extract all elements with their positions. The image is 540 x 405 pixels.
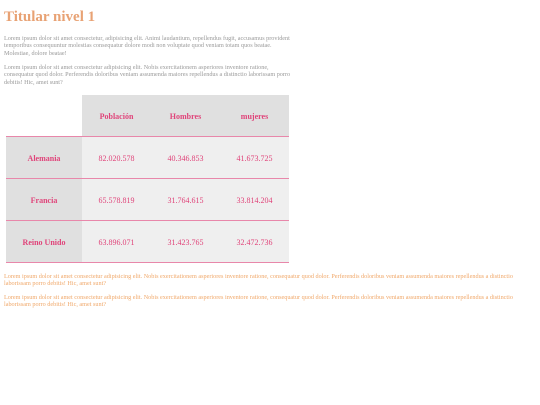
table-cell: 40.346.853 — [151, 137, 220, 179]
intro-paragraph-1: Lorem ipsum dolor sit amet consectetur, adipisicing elit. Animi laudantium, repellendus fugit, accusamus provident temporibus consequuntur molestias consequatur dolore modi non voluptate quod veniam totam quos beatae. Molestiae, dolore beatae! — [4, 35, 290, 57]
table-cell: 31.764.615 — [151, 179, 220, 221]
body-paragraph-3: Lorem ipsum dolor sit amet consectetur adipisicing elit. Nobis exercitationem asperiores inventore ratione, consequatur quod dolor. Perferendis doloribus veniam assumenda maiores repellendus a distinctio laborissam porro debitis! Hic, amet sunt? — [4, 273, 513, 288]
population-table — [6, 95, 289, 263]
intro-paragraph-2: Lorem ipsum dolor sit amet consectetur adipisicing elit. Nobis exercitationem asperiores inventore ratione, consequatur quod dolor. Perferendis doloribus veniam assumenda maiores repellendus a distinctio laborissam porro debitis! Hic, amet sunt? — [4, 64, 291, 86]
table-cell: 31.423.765 — [151, 221, 220, 263]
table-header-poblacion: Población — [82, 95, 151, 137]
table-cell: 65.578.819 — [82, 179, 151, 221]
page-title: Titular nivel 1 — [4, 9, 96, 25]
table-header-mujeres: mujeres — [220, 95, 289, 137]
table-rule — [6, 136, 289, 137]
table-row-label: Reino Unido — [6, 221, 82, 263]
table-rule — [6, 220, 289, 221]
table-rule — [6, 178, 289, 179]
table-cell: 32.472.736 — [220, 221, 289, 263]
table-row-label: Francia — [6, 179, 82, 221]
table-cell: 33.814.204 — [220, 179, 289, 221]
table-rule — [6, 262, 289, 263]
table-cell: 63.896.071 — [82, 221, 151, 263]
table-cell: 82.020.578 — [82, 137, 151, 179]
table-row-label: Alemania — [6, 137, 82, 179]
table-header-hombres: Hombres — [151, 95, 220, 137]
body-paragraph-4: Lorem ipsum dolor sit amet consectetur adipisicing elit. Nobis exercitationem asperiores inventore ratione, consequatur quod dolor. Perferendis doloribus veniam assumenda maiores repellendus a distinctio laborissam porro debitis! Hic, amet sunt? — [4, 294, 513, 309]
table-cell: 41.673.725 — [220, 137, 289, 179]
